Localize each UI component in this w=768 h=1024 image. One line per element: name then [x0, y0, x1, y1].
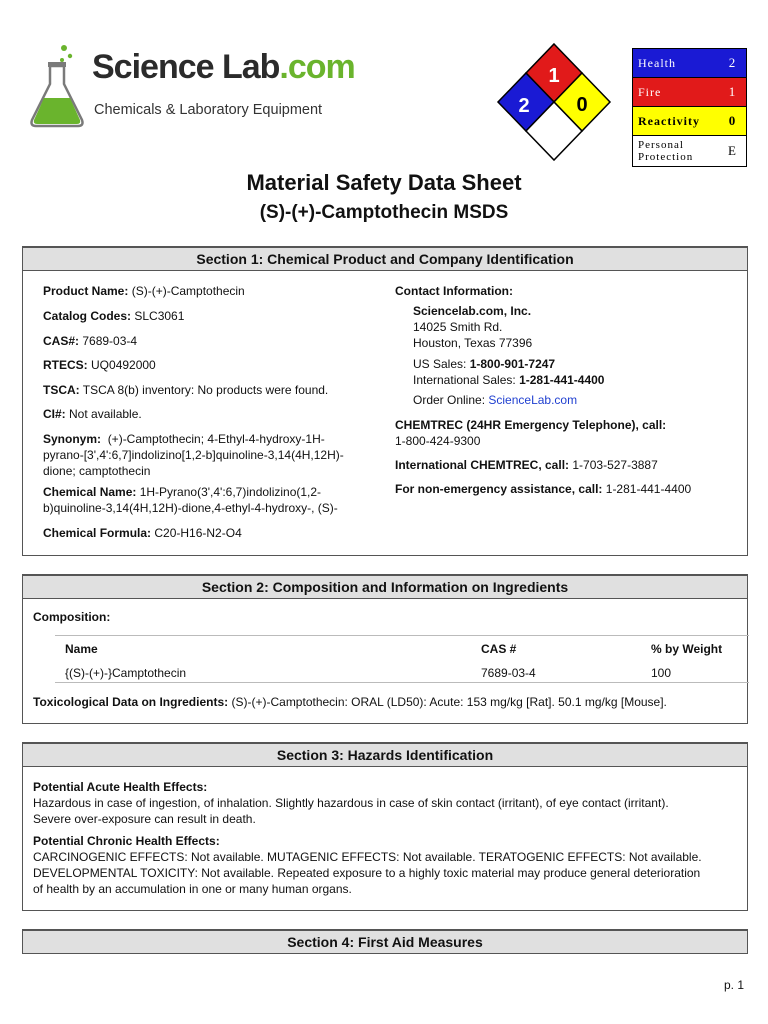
- synonym-field: Synonym: (+)-Camptothecin; 4-Ethyl-4-hydroxy-1H- pyrano-[3',4':6,7]indolizino[1,2-b]quinoline-3,14(4H,12H)- dione; camptothecin: [43, 432, 344, 478]
- document-subtitle: (S)-(+)-Camptothecin MSDS: [259, 202, 509, 223]
- hazard-row-health: Health 2: [633, 49, 746, 78]
- intl-sales: International Sales: 1-281-441-4400: [413, 373, 605, 387]
- toxicological-data: Toxicological Data on Ingredients: (S)-(+)-Camptothecin: ORAL (LD50): Acute: 153 mg/kg [Rat]. 50.1 mg/kg [Mouse].: [33, 695, 667, 709]
- sciencelab-link[interactable]: ScienceLab.com: [488, 393, 578, 407]
- contact-label: Contact Information:: [395, 284, 513, 298]
- product-name-field: Product Name: (S)-(+)-Camptothecin: [43, 284, 245, 298]
- section-1-right-column: [395, 283, 740, 497]
- chronic-effects-line-2: DEVELOPMENTAL TOXICITY: Not available. Repeated exposure to a highly toxic material may produce general deterioration: [33, 866, 701, 880]
- address-line-2: Houston, Texas 77396: [413, 336, 533, 350]
- intl-chemtrec: International CHEMTREC, call: 1-703-527-3887: [395, 458, 658, 472]
- hazard-row-fire: Fire 1: [633, 78, 746, 107]
- acute-effects-line-1: Hazardous in case of ingestion, of inhalation. Slightly hazardous in case of skin contact (irritant), of eye contact (irritant).: [33, 796, 669, 810]
- rtecs-field: RTECS: UQ0492000: [43, 358, 156, 372]
- ci-field: CI#: Not available.: [43, 407, 142, 421]
- address-line-1: 14025 Smith Rd.: [413, 320, 503, 334]
- catalog-field: Catalog Codes: SLC3061: [43, 309, 185, 323]
- sciencelab-logo: [20, 42, 355, 132]
- chronic-effects-line-1: CARCINOGENIC EFFECTS: Not available. MUTAGENIC EFFECTS: Not available. TERATOGENIC EFFECTS: Not available.: [33, 850, 702, 864]
- composition-label: Composition:: [33, 610, 111, 624]
- chronic-effects-line-3: of health by an accumulation in one or many human organs.: [33, 882, 352, 896]
- section-3-content: [33, 779, 745, 897]
- page-number: p. 1: [723, 978, 744, 992]
- document-title: Material Safety Data Sheet: [246, 170, 522, 195]
- nfpa-diamond: [496, 42, 612, 164]
- hazard-row-personal-protection: Personal Protection E: [633, 136, 746, 166]
- ingredient-weight: 100: [651, 666, 672, 680]
- section-2-heading: Section 2: Composition and Information on Ingredients: [22, 574, 748, 599]
- us-sales: US Sales: 1-800-901-7247: [413, 357, 556, 371]
- cas-field: CAS#: 7689-03-4: [43, 334, 138, 348]
- acute-effects-line-2: Severe over-exposure can result in death.: [33, 812, 256, 826]
- logo-tagline: Chemicals & Laboratory Equipment: [94, 102, 323, 118]
- section-1-left-column: [43, 283, 383, 541]
- company-name: Sciencelab.com, Inc.: [413, 304, 532, 318]
- acute-effects-label: Potential Acute Health Effects:: [33, 780, 208, 794]
- chemtrec-number: 1-800-424-9300: [395, 434, 481, 448]
- hazard-rating-table: [632, 48, 747, 167]
- non-emergency: For non-emergency assistance, call: 1-281-441-4400: [395, 482, 692, 496]
- composition-table-bottom-rule: [55, 682, 749, 683]
- section-1-box: [22, 271, 748, 556]
- section-1-heading: Section 1: Chemical Product and Company Identification: [22, 246, 748, 271]
- section-4-heading: Section 4: First Aid Measures: [22, 929, 748, 954]
- composition-table-rule: [55, 635, 749, 636]
- section-2-box: [22, 599, 748, 724]
- company-block: [395, 303, 740, 408]
- section-3-heading: Section 3: Hazards Identification: [22, 742, 748, 767]
- col-cas-header: CAS #: [481, 642, 517, 656]
- section-3-box: [22, 767, 748, 911]
- tsca-field: TSCA: TSCA 8(b) inventory: No products were found.: [43, 383, 329, 397]
- hazard-row-reactivity: Reactivity 0: [633, 107, 746, 136]
- ingredient-cas: 7689-03-4: [481, 666, 536, 680]
- flammability-value: 1: [548, 65, 560, 87]
- chemtrec-label: CHEMTREC (24HR Emergency Telephone), call:: [395, 418, 667, 432]
- logo-brand: Science Lab.com: [92, 48, 355, 86]
- ingredient-name: {(S)-(+)-}Camptothecin: [65, 666, 187, 680]
- chronic-effects-label: Potential Chronic Health Effects:: [33, 834, 220, 848]
- health-value: 2: [518, 95, 530, 117]
- chemical-formula-field: Chemical Formula: C20-H16-N2-O4: [43, 526, 242, 540]
- reactivity-value: 0: [576, 94, 588, 116]
- table-header-row: [65, 637, 735, 661]
- chemical-name-field: Chemical Name: 1H-Pyrano(3',4':6,7)indolizino(1,2- b)quinoline-3,14(4H,12H)-dione,4-ethyl-4-hydroxy-, (S)-: [43, 485, 338, 515]
- col-weight-header: % by Weight: [651, 642, 723, 656]
- composition-table: [65, 637, 735, 685]
- order-online: Order Online: ScienceLab.com: [413, 393, 578, 407]
- col-name-header: Name: [65, 642, 98, 656]
- flask-icon: [20, 42, 90, 132]
